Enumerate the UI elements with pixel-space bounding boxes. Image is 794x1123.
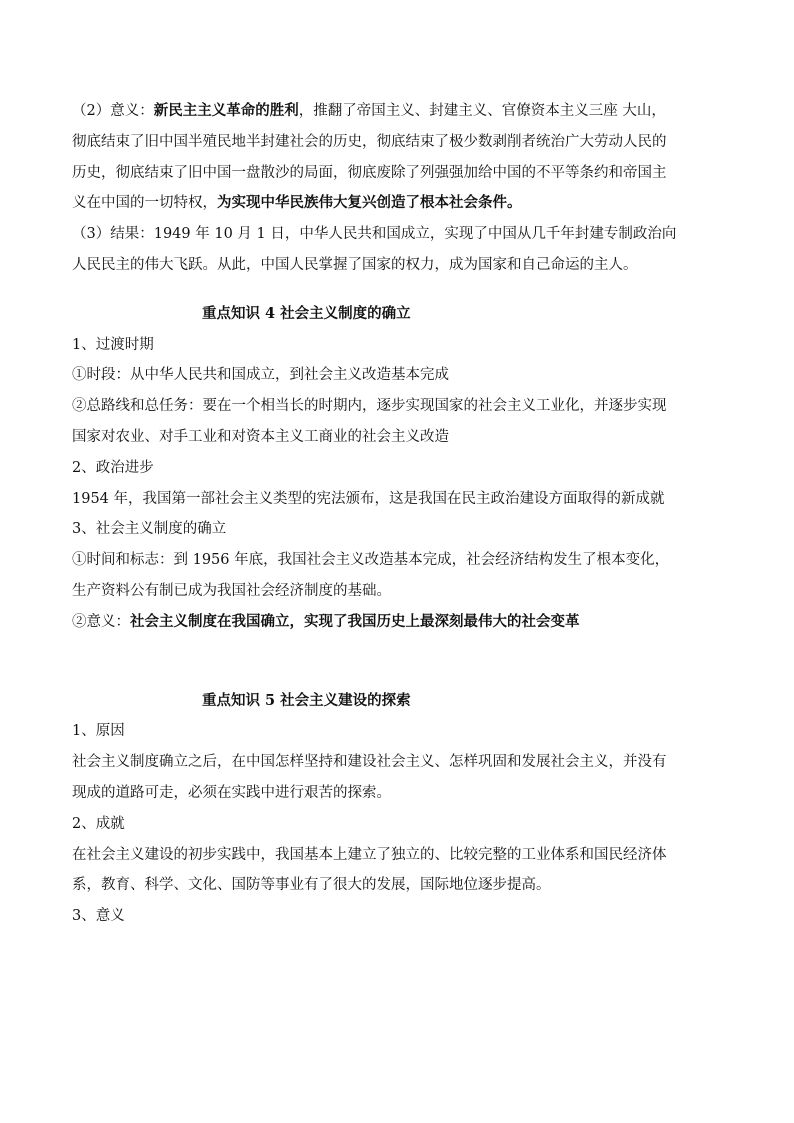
significance-line-2: 彻底结束了旧中国半殖民地半封建社会的历史，彻底结束了极少数剥削者统治广大劳动人民的 — [72, 133, 667, 150]
time-sign-line-1: ①时间和标志：到 1956 年底，我国社会主义改造基本完成，社会经济结构发生了根本变化， — [72, 552, 670, 569]
significance-bold-victory: 新民主主义革命的胜利 — [153, 102, 299, 119]
establish-significance-bold: 社会主义制度在我国确立，实现了我国历史上最深刻最伟大的社会变革 — [130, 612, 580, 630]
significance-line-1-rest: ，推翻了帝国主义、封建主义、官僚资本主义三座 大山， — [298, 103, 666, 119]
reason-line-2: 现成的道路可走，必须在实践中进行艰苦的探索。 — [72, 784, 391, 801]
transition-period: ①时段：从中华人民共和国成立，到社会主义改造基本完成 — [72, 367, 449, 384]
reason-title: 1、原因 — [72, 723, 125, 740]
time-sign-line-2: 生产资料公有制已成为我国社会经济制度的基础。 — [72, 582, 391, 599]
section-4-heading: 重点知识 4 社会主义制度的确立 — [202, 304, 411, 322]
politics-text: 1954 年，我国第一部社会主义类型的宪法颁布，这是我国在民主政治建设方面取得的新成就 — [72, 490, 665, 507]
achievement-line-1: 在社会主义建设的初步实践中，我国基本上建立了独立的、比较完整的工业体系和国民经济体 — [72, 846, 667, 863]
achievement-line-2: 系，教育、科学、文化、国防等事业有了很大的发展，国际地位逐步提高。 — [72, 877, 551, 894]
general-line-2: 国家对农业、对手工业和对资本主义工商业的社会主义改造 — [72, 428, 449, 445]
reason-line-1: 社会主义制度确立之后，在中国怎样坚持和建设社会主义、怎样巩固和发展社会主义，并没有 — [72, 754, 667, 771]
significance-line-4-pre: 义在中国的一切特权， — [72, 195, 217, 212]
document-page — [72, 96, 732, 932]
result-line-2: 人民民主的伟大飞跃。从此，中国人民掌握了国家的权力，成为国家和自己命运的主人。 — [72, 256, 638, 273]
meaning-title: 3、意义 — [72, 908, 125, 925]
significance-line-3: 历史，彻底结束了旧中国一盘散沙的局面，彻底废除了列强强加给中国的不平等条约和帝国主 — [72, 164, 667, 181]
establish-significance-label: ②意义： — [72, 613, 130, 630]
transition-title: 1、过渡时期 — [72, 336, 154, 353]
significance-line-4 — [72, 188, 732, 219]
significance-line-1 — [72, 96, 732, 127]
section-5-heading: 重点知识 5 社会主义建设的探索 — [202, 691, 411, 709]
result-line-1: （3）结果：1949 年 10 月 1 日，中华人民共和国成立，实现了中国从几千年封建专制政治向 — [72, 226, 677, 243]
significance-label: （2）意义： — [72, 103, 154, 119]
establish-significance — [72, 607, 732, 638]
significance-bold-rejuvenation: 为实现中华民族伟大复兴创造了根本社会条件。 — [217, 194, 522, 212]
general-line-1: ②总路线和总任务：要在一个相当长的时期内，逐步实现国家的社会主义工业化，并逐步实现 — [72, 398, 667, 415]
establish-title: 3、社会主义制度的确立 — [72, 521, 227, 538]
politics-title: 2、政治进步 — [72, 459, 154, 476]
achievement-title: 2、成就 — [72, 815, 125, 832]
